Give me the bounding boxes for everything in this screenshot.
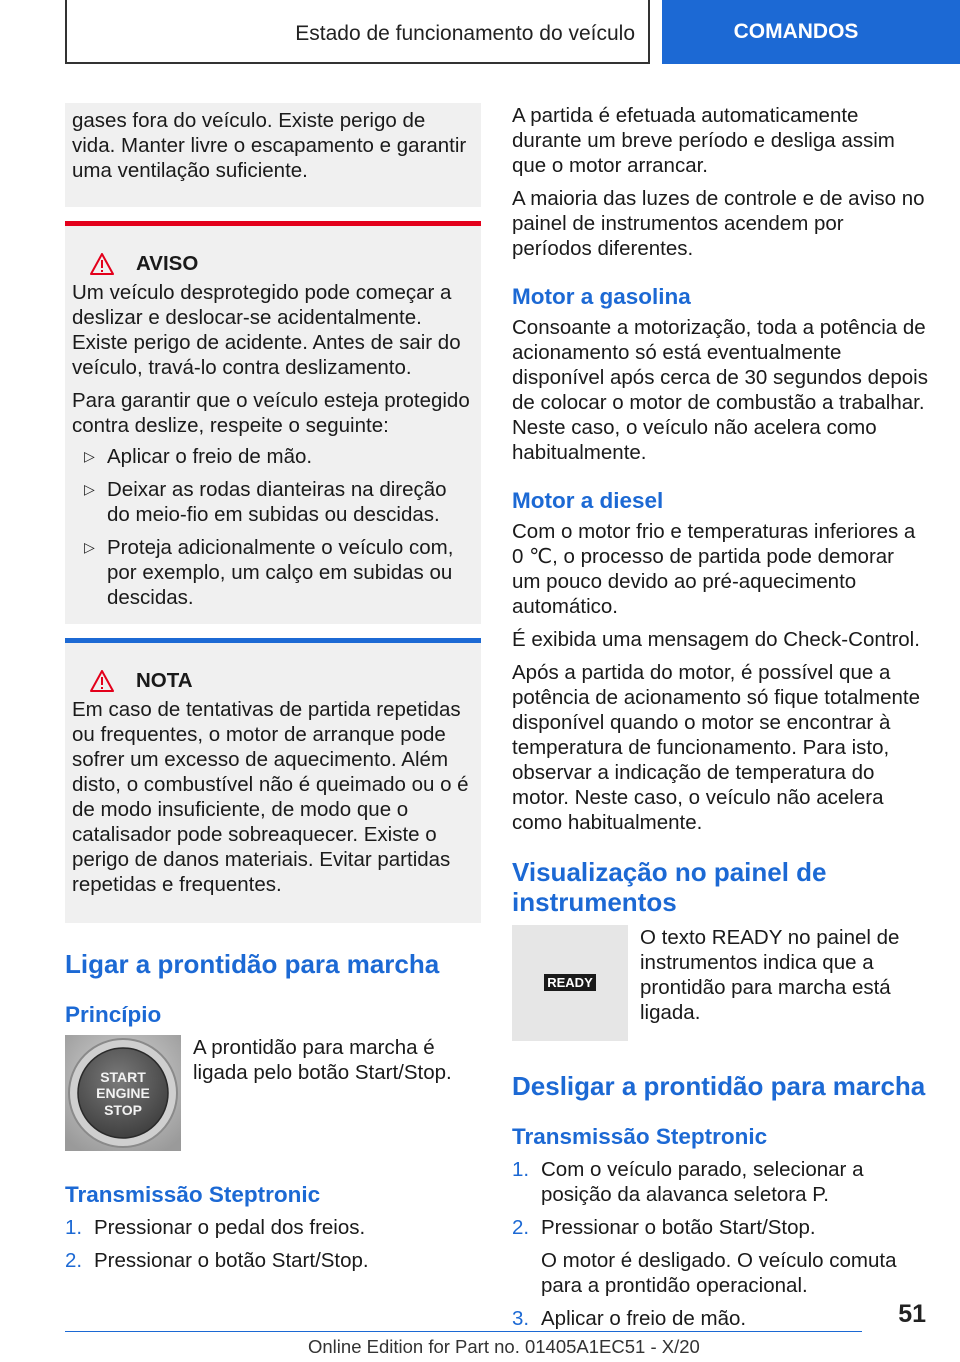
- heading-diesel: Motor a diesel: [512, 488, 664, 513]
- list-item: 3. Aplicar o freio de mão.: [512, 1307, 747, 1330]
- right-column: [512, 103, 928, 1339]
- list-item: ▷ Deixar as rodas dianteiras na direção do meio-fio em subidas ou descidas.: [84, 478, 447, 526]
- intro-text: gases fora do veículo. Existe perigo de vida. Manter livre o escapamento e garantir uma ventilação suficiente.: [72, 109, 467, 182]
- intro-box: [65, 103, 481, 207]
- list-item: ▷ Proteja adicionalmente o veículo com, por exemplo, um calço em subidas ou descidas.: [84, 536, 454, 609]
- footer-rule: [65, 1331, 862, 1332]
- heading-ligar: Ligar a prontidão para marcha: [65, 949, 440, 979]
- warning-text-1: Um veículo desprotegido pode começar a deslizar e deslocar-se acidentalmente. Existe perigo de acidente. Antes de sair do veículo, travá-lo contra deslizamento.: [72, 281, 461, 379]
- warning-box: [65, 221, 481, 624]
- luzes-text: A maioria das luzes de controle e de aviso no painel de instrumentos acendem por períodos diferentes.: [512, 187, 925, 260]
- heading-steptronic-right: Transmissão Steptronic: [512, 1124, 768, 1149]
- button-label-start: START: [100, 1069, 146, 1085]
- list-item: 2. Pressionar o botão Start/Stop. O motor é desligado. O veículo comuta para a prontidão operacional.: [512, 1215, 928, 1298]
- chapter-label: COMANDOS: [733, 20, 859, 43]
- header-section-title: Estado de funcionamento do veículo: [295, 22, 635, 45]
- button-label-stop: STOP: [104, 1102, 142, 1118]
- list-item: ▷ Aplicar o freio de mão.: [84, 445, 313, 468]
- heading-desligar: Desligar a prontidão para marcha: [512, 1071, 926, 1101]
- warning-bullets: [72, 444, 474, 610]
- triangle-bullet-icon: ▷: [84, 448, 95, 464]
- note-box: [65, 638, 481, 923]
- note-text: Em caso de tentativas de partida repetidas ou frequentes, o motor de arranque pode sofrer um excesso de aquecimento. Além disto, o combustível não é queimado ou o é de modo insuficiente, de modo que o catalisador pode sobreaquecer. Existe o perigo de danos materiais. Evitar partidas repetidas e frequentes.: [72, 698, 469, 896]
- start-button-row: [65, 1035, 481, 1151]
- footer-edition: Online Edition for Part no. 01405A1EC51 - X/20: [308, 1336, 700, 1357]
- warning-title: AVISO: [72, 252, 474, 276]
- ready-text: O texto READY no painel de instrumentos indica que a prontidão para marcha está ligada.: [640, 926, 900, 1024]
- left-column: [65, 103, 481, 1281]
- heading-steptronic-left: Transmissão Steptronic: [65, 1182, 321, 1207]
- start-stop-button-image: [65, 1035, 181, 1151]
- heading-principio: Princípio: [65, 1002, 162, 1027]
- diesel-text-2: É exibida uma mensagem do Check-Control.: [512, 628, 920, 651]
- principio-text: A prontidão para marcha é ligada pelo botão Start/Stop.: [193, 1036, 452, 1084]
- warning-text-2: Para garantir que o veículo esteja protegido contra deslize, respeite o seguinte:: [72, 389, 470, 437]
- partida-text: A partida é efetuada automaticamente durante um breve período e desliga assim que o motor arrancar.: [512, 104, 895, 177]
- list-item: 1. Com o veículo parado, selecionar a posição da alavanca seletora P.: [512, 1158, 864, 1206]
- step2-extra: O motor é desligado. O veículo comuta para a prontidão operacional.: [541, 1249, 897, 1297]
- list-item: 2. Pressionar o botão Start/Stop.: [65, 1249, 369, 1272]
- header-chapter-tab: [662, 0, 960, 64]
- note-title: NOTA: [72, 669, 474, 693]
- gasolina-text: Consoante a motorização, toda a potência de acionamento só está eventualmente disponível após cerca de 30 segundos depois de colocar o motor de combustão a trabalhar. Neste caso, o veículo não acelera como habitualmente.: [512, 316, 928, 464]
- ready-row: [512, 925, 928, 1041]
- start-steps: [65, 1215, 481, 1273]
- triangle-bullet-icon: ▷: [84, 481, 95, 497]
- page-number: 51: [898, 1300, 926, 1328]
- ready-indicator-image: [512, 925, 628, 1041]
- warning-triangle-icon: [90, 670, 114, 692]
- diesel-text-3: Após a partida do motor, é possível que a potência de acionamento só fique totalmente disponível quando o motor se encontrar à temperatura de funcionamento. Para isto, observar a indicação de temperatura do motor. Neste caso, o veículo não acelera como habitualmente.: [512, 661, 920, 834]
- button-label-engine: ENGINE: [96, 1085, 150, 1101]
- diesel-text-1: Com o motor frio e temperaturas inferiores a 0 ℃, o processo de partida pode demorar um pouco devido ao pré-aquecimento automático.: [512, 520, 916, 618]
- list-item: 1. Pressionar o pedal dos freios.: [65, 1216, 366, 1239]
- ready-label: READY: [547, 975, 593, 990]
- triangle-bullet-icon: ▷: [84, 539, 95, 555]
- warning-triangle-icon: [90, 253, 114, 275]
- heading-visualizacao: Visualização no painel de instrumentos: [512, 857, 827, 917]
- heading-gasolina: Motor a gasolina: [512, 284, 691, 309]
